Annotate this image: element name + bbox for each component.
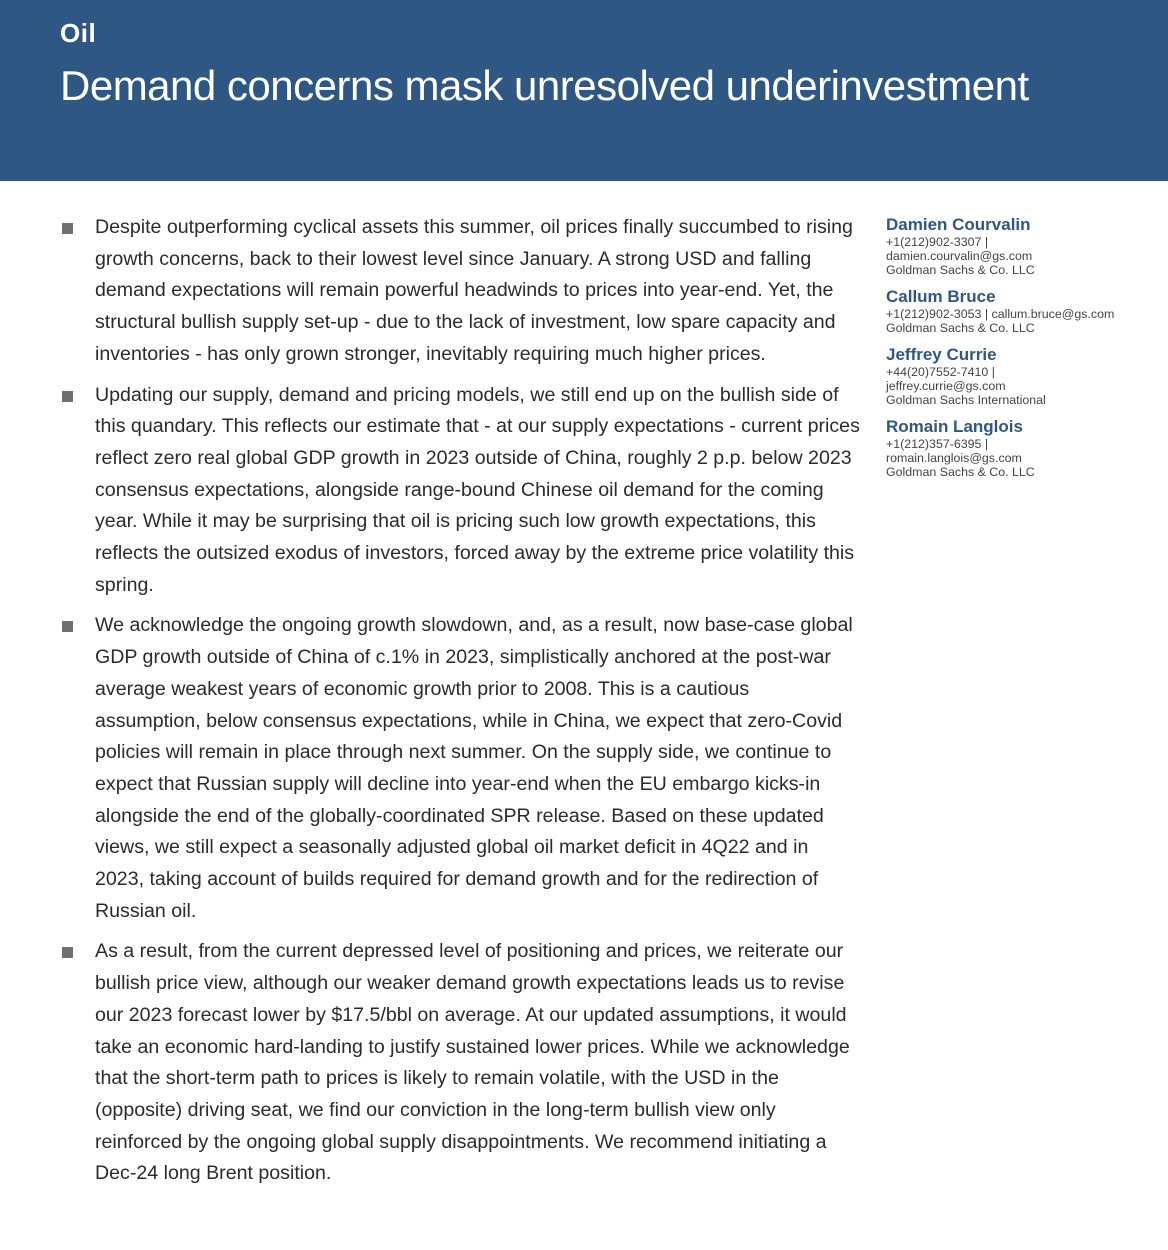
square-bullet-icon — [62, 223, 73, 234]
bullet-text: Updating our supply, demand and pricing models, we still end up on the bullish side of this quandary. This reflects our estimate that - at our supply expectations - current prices reflect zero real global GDP growth in 2023 outside of China, roughly 2 p.p. below 2023 consensus expectations, alongside range-bound Chinese oil demand for the coming year. While it may be surprising that oil is pricing such low growth expectations, this reflects the outsized exodus of investors, forced away by the extreme price volatility this spring. — [95, 383, 860, 596]
square-bullet-icon — [62, 391, 73, 402]
page-title: Demand concerns mask unresolved underinvestment — [60, 62, 1029, 109]
author-name: Damien Courvalin — [886, 215, 1031, 234]
author-firm: Goldman Sachs & Co. LLC — [886, 263, 1035, 277]
header-banner — [0, 0, 1168, 181]
bullet-point — [60, 936, 860, 1190]
author-name: Callum Bruce — [886, 287, 996, 306]
bullet-text: We acknowledge the ongoing growth slowdown, and, as a result, now base-case global GDP growth outside of China of c.1% in 2023, simplistically anchored at the post-war average weakest years of economic growth prior to 2008. This is a cautious assumption, below consensus expectations, while in China, we expect that zero-Covid policies will remain in place through next summer. On the supply side, we continue to expect that Russian supply will decline into year-end when the EU embargo kicks-in alongside the end of the globally-coordinated SPR release. Based on these updated views, we still expect a seasonally adjusted global oil market deficit in 4Q22 and in 2023, taking account of builds required for demand growth and for the redirection of Russian oil. — [95, 614, 853, 922]
author-card — [886, 214, 1156, 277]
author-sidebar — [886, 214, 1156, 488]
author-phone-email[interactable]: +1(212)902-3053 | callum.bruce@gs.com — [886, 307, 1115, 321]
author-firm: Goldman Sachs & Co. LLC — [886, 321, 1035, 335]
report-body — [60, 212, 860, 1199]
author-name: Romain Langlois — [886, 417, 1023, 436]
author-email[interactable]: damien.courvalin@gs.com — [886, 249, 1033, 263]
author-card — [886, 286, 1156, 335]
square-bullet-icon — [62, 621, 73, 632]
author-firm: Goldman Sachs & Co. LLC — [886, 465, 1035, 479]
author-name: Jeffrey Currie — [886, 345, 997, 364]
bullet-text: Despite outperforming cyclical assets this summer, oil prices finally succumbed to rising growth concerns, back to their lowest level since January. A strong USD and falling demand expectations will remain powerful headwinds to prices into year-end. Yet, the structural bullish supply set-up - due to the lack of investment, low spare capacity and inventories - has only grown stronger, inevitably requiring much higher prices. — [95, 216, 853, 365]
bullet-point — [60, 610, 860, 927]
bullet-text: As a result, from the current depressed level of positioning and prices, we reiterate our bullish price view, although our weaker demand growth expectations leads us to revise our 2023 forecast lower by $17.5/bbl on average. At our updated assumptions, it would take an economic hard-landing to justify sustained lower prices. While we acknowledge that the short-term path to prices is likely to remain volatile, with the USD in the (opposite) driving seat, we find our conviction in the long-term bullish view only reinforced by the ongoing global supply disappointments. We recommend initiating a Dec-24 long Brent position. — [95, 940, 850, 1185]
author-card — [886, 416, 1156, 479]
author-phone: +1(212)357-6395 | — [886, 437, 989, 451]
bullet-point — [60, 380, 860, 602]
bullet-point — [60, 212, 860, 371]
author-phone: +1(212)902-3307 | — [886, 235, 989, 249]
author-firm: Goldman Sachs International — [886, 393, 1046, 407]
square-bullet-icon — [62, 947, 73, 958]
author-email[interactable]: jeffrey.currie@gs.com — [886, 379, 1006, 393]
author-card — [886, 344, 1156, 407]
author-email[interactable]: romain.langlois@gs.com — [886, 451, 1022, 465]
author-phone: +44(20)7552-7410 | — [886, 365, 995, 379]
section-label: Oil — [60, 18, 97, 48]
